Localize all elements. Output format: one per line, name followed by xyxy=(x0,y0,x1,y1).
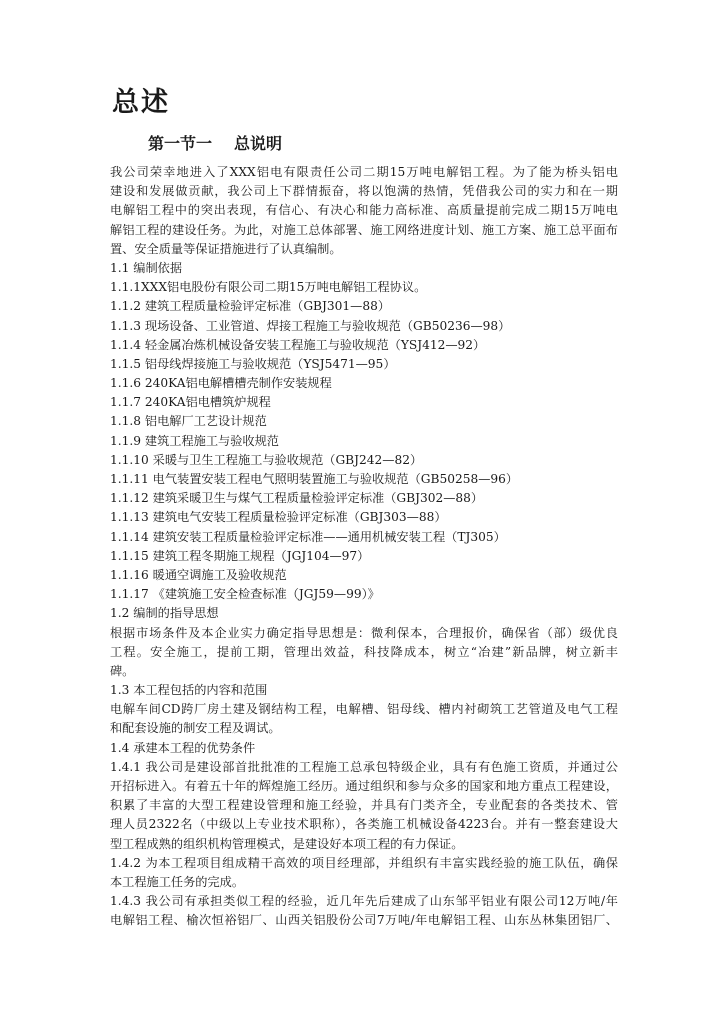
text-line: 1.1.9 建筑工程施工与验收规范 xyxy=(110,433,279,448)
text-line: 1.1.11 电气装置安装工程电气照明装置施工与验收规范（GB50258—96） xyxy=(110,472,519,486)
text-line: 1.1.7 240KA铝电槽筑炉规程 xyxy=(110,395,271,410)
text-line: 本工程施工任务的完成。 xyxy=(110,874,245,889)
text-line: 型工程成熟的组织机构管理模式，是建设好本项工程的有力保证。 xyxy=(110,836,464,851)
section-number: 第一节一 xyxy=(148,134,213,153)
document-title: 总述 xyxy=(112,87,170,118)
text-line: 建设和发展做贡献，我公司上下群情振奋，将以饱满的热情，凭借我公司的实力和在一期 xyxy=(110,184,618,199)
text-line: 1.1.8 铝电解厂工艺设计规范 xyxy=(110,414,267,429)
text-line: 碑。 xyxy=(110,663,135,678)
text-line: 解铝工程的建设任务。为此，对施工总体部署、施工网络进度计划、施工方案、施工总平面布 xyxy=(110,222,618,237)
text-line: 1.1.14 建筑安装工程质量检验评定标准——通用机械安装工程（TJ305） xyxy=(110,529,506,544)
text-line: 理人员2322名（中级以上专业技术职称），各类施工机械设备4223台。并有一整套建设大 xyxy=(110,817,618,832)
text-line: 积累了丰富的大型工程建设管理和施工经验，并具有门类齐全，专业配套的各类技术、管 xyxy=(110,798,618,813)
text-line: 1.1.4 轻金属冶炼机械设备安装工程施工与验收规范（YSJ412—92） xyxy=(110,337,486,352)
section-heading xyxy=(148,131,282,154)
document-body xyxy=(110,163,618,931)
text-line: 置、安全质量等保证措施进行了认真编制。 xyxy=(110,241,342,256)
text-line: 1.1.10 采暖与卫生工程施工与验收规范（GBJ242—82） xyxy=(110,452,423,467)
text-line: 1.1.6 240KA铝电解槽槽壳制作安装规程 xyxy=(110,376,332,391)
text-line: 1.1.16 暖通空调施工及验收规范 xyxy=(110,567,287,582)
text-line: 1.1.12 建筑采暖卫生与煤气工程质量检验评定标准（GBJ302—88） xyxy=(110,491,484,506)
text-line: 1.4 承建本工程的优势条件 xyxy=(110,740,256,755)
text-line: 电解铝工程中的突出表现，有信心、有决心和能力高标准、高质量提前完成二期15万吨电 xyxy=(110,203,618,218)
text-line: 1.1 编制依据 xyxy=(110,260,183,275)
text-line: 1.1.15 建筑工程冬期施工规程（JGJ104—97） xyxy=(110,548,370,563)
text-line: 开招标进入。有着五十年的辉煌施工经历。通过组织和参与众多的国家和地方重点工程建设， xyxy=(110,779,618,793)
text-line: 工程。安全施工，提前工期，管理出效益，科技降成本，树立“冶建”新品牌，树立新丰 xyxy=(110,644,618,659)
text-line: 电解车间CD跨厂房土建及钢结构工程，电解槽、铝母线、槽内衬砌筑工艺管道及电气工程 xyxy=(110,702,618,717)
text-line: 1.1.3 现场设备、工业管道、焊接工程施工与验收规范（GB50236—98） xyxy=(110,318,511,333)
section-title: 总说明 xyxy=(234,134,283,153)
text-line: 和配套设施的制安工程及调试。 xyxy=(110,721,281,736)
text-line: 1.4.2 为本工程项目组成精干高效的项目经理部，并组织有丰富实践经验的施工队伍，确保 xyxy=(110,855,618,870)
text-line: 1.2 编制的指导思想 xyxy=(110,606,219,621)
text-line: 1.1.1XXX铝电股份有限公司二期15万吨电解铝工程协议。 xyxy=(110,280,427,295)
text-line: 1.4.3 我公司有承担类似工程的经验，近几年先后建成了山东邹平铝业有限公司12万吨/年 xyxy=(110,894,618,909)
text-line: 我公司荣幸地进入了XXX铝电有限责任公司二期15万吨电解铝工程。为了能为桥头铝电 xyxy=(110,165,618,179)
text-line: 1.1.17 《建筑施工安全检查标准（JGJ59—99）》 xyxy=(110,587,380,602)
text-line: 1.1.5 铝母线焊接施工与验收规范（YSJ5471—95） xyxy=(110,356,396,371)
text-line: 根据市场条件及本企业实力确定指导思想是：微利保本，合理报价，确保省（部）级优良 xyxy=(110,625,618,640)
text-line: 1.3 本工程包括的内容和范围 xyxy=(110,683,268,698)
text-line: 电解铝工程、榆次恒裕铝厂、山西关铝股份公司7万吨/年电解铝工程、山东丛林集团铝厂、 xyxy=(110,913,618,928)
text-line: 1.1.13 建筑电气安装工程质量检验评定标准（GBJ303—88） xyxy=(110,510,447,525)
text-line: 1.1.2 建筑工程质量检验评定标准（GBJ301—88） xyxy=(110,299,391,314)
text-line: 1.4.1 我公司是建设部首批批准的工程施工总承包特级企业，具有有色施工资质，并通过公 xyxy=(110,759,618,774)
